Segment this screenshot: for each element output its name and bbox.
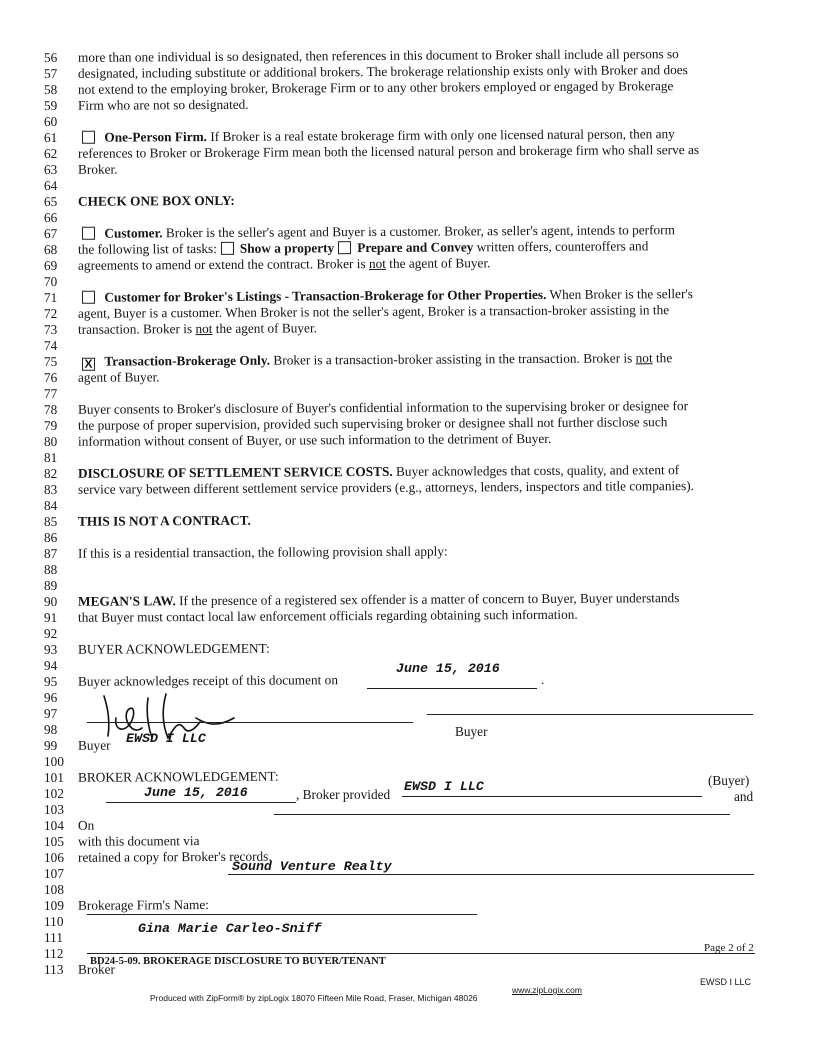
line-59: 59 Firm who are not so designated. [43, 96, 249, 113]
line-112: 112 [43, 945, 64, 961]
line-60: 60 [43, 113, 58, 129]
line-82: 82 DISCLOSURE OF SETTLEMENT SERVICE COSTS. Buyer acknowledges that costs, quality, and extent of [43, 462, 680, 481]
line-65: 65 CHECK ONE BOX ONLY: [43, 192, 235, 209]
line-107: 107 [43, 865, 64, 881]
line-89: 89 [43, 577, 58, 593]
line-97: 97 [43, 705, 58, 721]
form-id: BD24-5-09. BROKERAGE DISCLOSURE TO BUYER/TENANT [90, 956, 386, 967]
line-70: 70 [43, 273, 58, 289]
customer-checkbox[interactable] [82, 227, 95, 240]
line-62: 62 references to Broker or Brokerage Firm mean both the licensed natural person and brokerage firm who shall serve as [43, 141, 700, 161]
line-88: 88 [43, 561, 58, 577]
line-105: 105 with this document via [43, 833, 200, 849]
buyer-signature-line-2 [427, 714, 753, 715]
line-66: 66 [43, 209, 58, 225]
line-109: 109 Brokerage Firm's Name: [43, 896, 209, 913]
line-104: 104 On [43, 817, 95, 833]
line-95: 95 Buyer acknowledges receipt of this document on [43, 672, 338, 689]
line-76: 76 agent of Buyer. [43, 369, 160, 385]
prepare-convey-checkbox[interactable] [338, 241, 351, 254]
line-80: 80 information without consent of Buyer, or use such information to the detriment of Buyer. [43, 430, 552, 449]
buyer-paren-label: (Buyer) [708, 773, 750, 788]
line-74: 74 [43, 337, 58, 353]
file-name: EWSD I LLC [700, 977, 752, 987]
line-68: 68 the following list of tasks: Show a property Prepare and Convey written offers, counteroffers and [43, 238, 649, 257]
buyer-signature-line-1 [87, 722, 413, 723]
broker-date-value[interactable]: June 15, 2016 [144, 785, 248, 800]
line-83: 83 service vary between different settlement service providers (e.g., attorneys, lenders, inspectors and title companies). [43, 478, 695, 497]
line-110: 110 [43, 913, 64, 929]
ack-date-period: . [541, 672, 545, 687]
line-75: 75 X Transaction-Brokerage Only. Broker is a transaction-broker assisting in the transaction. Broker is not the [43, 350, 673, 371]
one-person-firm-checkbox[interactable] [82, 131, 95, 144]
line-57: 57 designated, including substitute or additional brokers. The brokerage relationship exists only with Broker and does [43, 62, 688, 81]
line-73: 73 transaction. Broker is not the agent of Buyer. [43, 320, 317, 337]
line-77: 77 [43, 385, 58, 401]
line-113: 113 Broker [43, 961, 115, 977]
line-103: 103 [43, 801, 64, 817]
produced-by: Produced with ZipForm® by zipLogix 18070 Fifteen Mile Road, Fraser, Michigan 48026 [150, 993, 478, 1003]
line-81: 81 [43, 449, 58, 465]
line-69: 69 agreements to amend or extend the contract. Broker is not the agent of Buyer. [43, 255, 491, 273]
line-86: 86 [43, 529, 58, 545]
page-number: Page 2 of 2 [704, 942, 754, 954]
line-84: 84 [43, 497, 58, 513]
ack-date-value[interactable]: June 15, 2016 [396, 661, 500, 676]
line-94: 94 [43, 657, 58, 673]
line-100: 100 [43, 753, 64, 769]
line-64: 64 [43, 177, 58, 193]
customer-listings-checkbox[interactable] [82, 291, 95, 304]
line-93: 93 BUYER ACKNOWLEDGEMENT: [43, 640, 270, 657]
line-85: 85 THIS IS NOT A CONTRACT. [43, 512, 251, 529]
line-58: 58 not extend to the employing broker, Brokerage Firm or to any other brokers employed or engaged by Brokerage [43, 78, 674, 97]
broker-provided-label: , Broker provided [296, 787, 391, 802]
line-79: 79 the purpose of proper supervision, provided such supervising broker or designee shall not further disclose such [43, 414, 668, 433]
line-90: 90 MEGAN'S LAW. If the presence of a registered sex offender is a matter of concern to Buyer, Buyer understands [43, 590, 680, 609]
broker-date-underline [106, 802, 296, 803]
line-98: 98 [43, 721, 58, 737]
firm-name-value[interactable]: Sound Venture Realty [232, 859, 392, 874]
line-102: 102 [43, 785, 64, 801]
delivery-method-underline [274, 814, 730, 815]
and-label: and [734, 789, 754, 804]
line-111: 111 [43, 929, 64, 945]
ziplogix-link[interactable]: www.zipLogix.com [512, 985, 582, 995]
line-56: 56 more than one individual is so designated, then references in this document to Broker shall include all persons so [43, 46, 679, 65]
show-property-checkbox[interactable] [221, 242, 234, 255]
footer-rule [87, 953, 755, 954]
line-99: 99 Buyer [43, 737, 111, 753]
line-72: 72 agent, Buyer is a customer. When Broker is not the seller's agent, Broker is a transaction-broker assisting in the [43, 302, 670, 321]
line-61: 61 One-Person Firm. If Broker is a real estate brokerage firm with only one licensed natural person, then any [43, 126, 675, 145]
line-96: 96 [43, 689, 58, 705]
broker-provided-underline [402, 796, 702, 797]
broker-provided-value[interactable]: EWSD I LLC [404, 779, 484, 794]
buyer-label-right: Buyer [455, 724, 488, 739]
line-71: 71 Customer for Broker's Listings - Transaction-Brokerage for Other Properties. When Broker is the seller's [43, 286, 693, 305]
line-67: 67 Customer. Broker is the seller's agent and Buyer is a customer. Broker, as seller's agent, intends to perform [43, 222, 675, 241]
broker-signature-line [87, 914, 477, 915]
line-106: 106 retained a copy for Broker's records. [43, 848, 272, 865]
broker-name-value[interactable]: Gina Marie Carleo-Sniff [138, 921, 322, 936]
line-108: 108 [43, 881, 64, 897]
line-87: 87 If this is a residential transaction, the following provision shall apply: [43, 543, 448, 561]
line-91: 91 that Buyer must contact local law enforcement officials regarding obtaining such information. [43, 606, 578, 625]
line-78: 78 Buyer consents to Broker's disclosure of Buyer's confidential information to the supervising broker or designee for [43, 398, 689, 417]
buyer-name-value: EWSD I LLC [126, 731, 206, 746]
transaction-brokerage-checkbox[interactable]: X [82, 358, 95, 371]
line-63: 63 Broker. [43, 161, 118, 177]
line-101: 101 BROKER ACKNOWLEDGEMENT: [43, 768, 279, 785]
line-92: 92 [43, 625, 58, 641]
firm-name-underline [228, 874, 754, 875]
